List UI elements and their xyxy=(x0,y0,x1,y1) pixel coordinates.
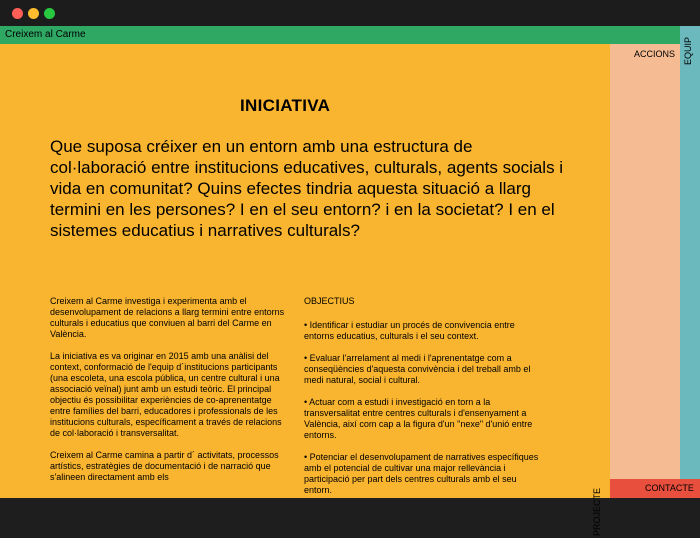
nav-label-contacte: CONTACTE xyxy=(645,483,694,493)
page-heading: INICIATIVA xyxy=(240,96,331,115)
intro-question: Que suposa créixer en un entorn amb una estructura de col·laboració entre institucions educatives, culturals, agents socials i vida en comunitat? Quins efectes tindria aquesta situació a llarg termini en les persones? I en el seu entorn? i en la societat? I en el sistemes educatius i narratives culturals? xyxy=(50,137,564,240)
objectives-title: OBJECTIUS xyxy=(304,296,355,306)
nav-label-equip: EQUIP xyxy=(683,36,694,66)
description-paragraph: La iniciativa es va originar en 2015 amb una anàlisi del context, conformació de l'equip d´institucions participants (una escoleta, una escola pública, un centre cultural i una associació veïnal) junt amb un estudi teòric. El principal objectiu és possibilitar experiències de co-aprenentatge entre famílies del barri, educadores i professionals de les institucions culturals, específicament a través de relacions de col·laboració i transversalitat. xyxy=(50,351,282,438)
main-content xyxy=(0,44,610,536)
description-column xyxy=(50,296,290,494)
description-paragraph: Creixem al Carme investiga i experimenta amb el desenvolupament de relacions a llarg termini entre entorns culturals i educatius que conviuen al barri del Carme en València. xyxy=(50,296,285,339)
nav-label-projecte: PROJECTE xyxy=(592,487,602,536)
description-paragraph: Creixem al Carme camina a partir d´ activitats, processos artístics, estratègies de documentació i de narració que s'alineen directament amb els xyxy=(50,450,279,482)
site-title-link[interactable]: Creixem al Carme xyxy=(5,29,86,40)
nav-tab-contacte[interactable] xyxy=(610,479,700,498)
minimize-window-button[interactable] xyxy=(28,8,39,19)
objective-item: • Identificar i estudiar un procés de convivencia entre entorns educatius, culturals i el seu context. xyxy=(304,320,515,341)
maximize-window-button[interactable] xyxy=(44,8,55,19)
objective-item: • Potenciar el desenvolupament de narratives específiques amb el potencial de cultivar una major rellevància i participació per part dels centres culturals amb el seu entorn. xyxy=(304,452,539,495)
nav-tab-projecte[interactable] xyxy=(590,486,604,538)
nav-label-accions: ACCIONS xyxy=(634,49,676,59)
site-header xyxy=(0,26,700,44)
close-window-button[interactable] xyxy=(12,8,23,19)
objectives-column xyxy=(304,296,544,507)
window-titlebar xyxy=(0,0,700,26)
nav-tab-equip[interactable] xyxy=(680,26,700,498)
objective-item: • Actuar com a estudi i investigació en torn a la transversalitat entre centres culturals i d'ensenyament a València, així com cap a la figura d'un "nexe" d'unió entre entorns. xyxy=(304,397,533,440)
objective-item: • Evaluar l'arrelament al medi i l'aprenentatge com a conseqüències d'aquesta convivència i del treball amb el medi natural, social i cultural. xyxy=(304,353,531,385)
nav-tab-accions[interactable] xyxy=(610,44,680,498)
